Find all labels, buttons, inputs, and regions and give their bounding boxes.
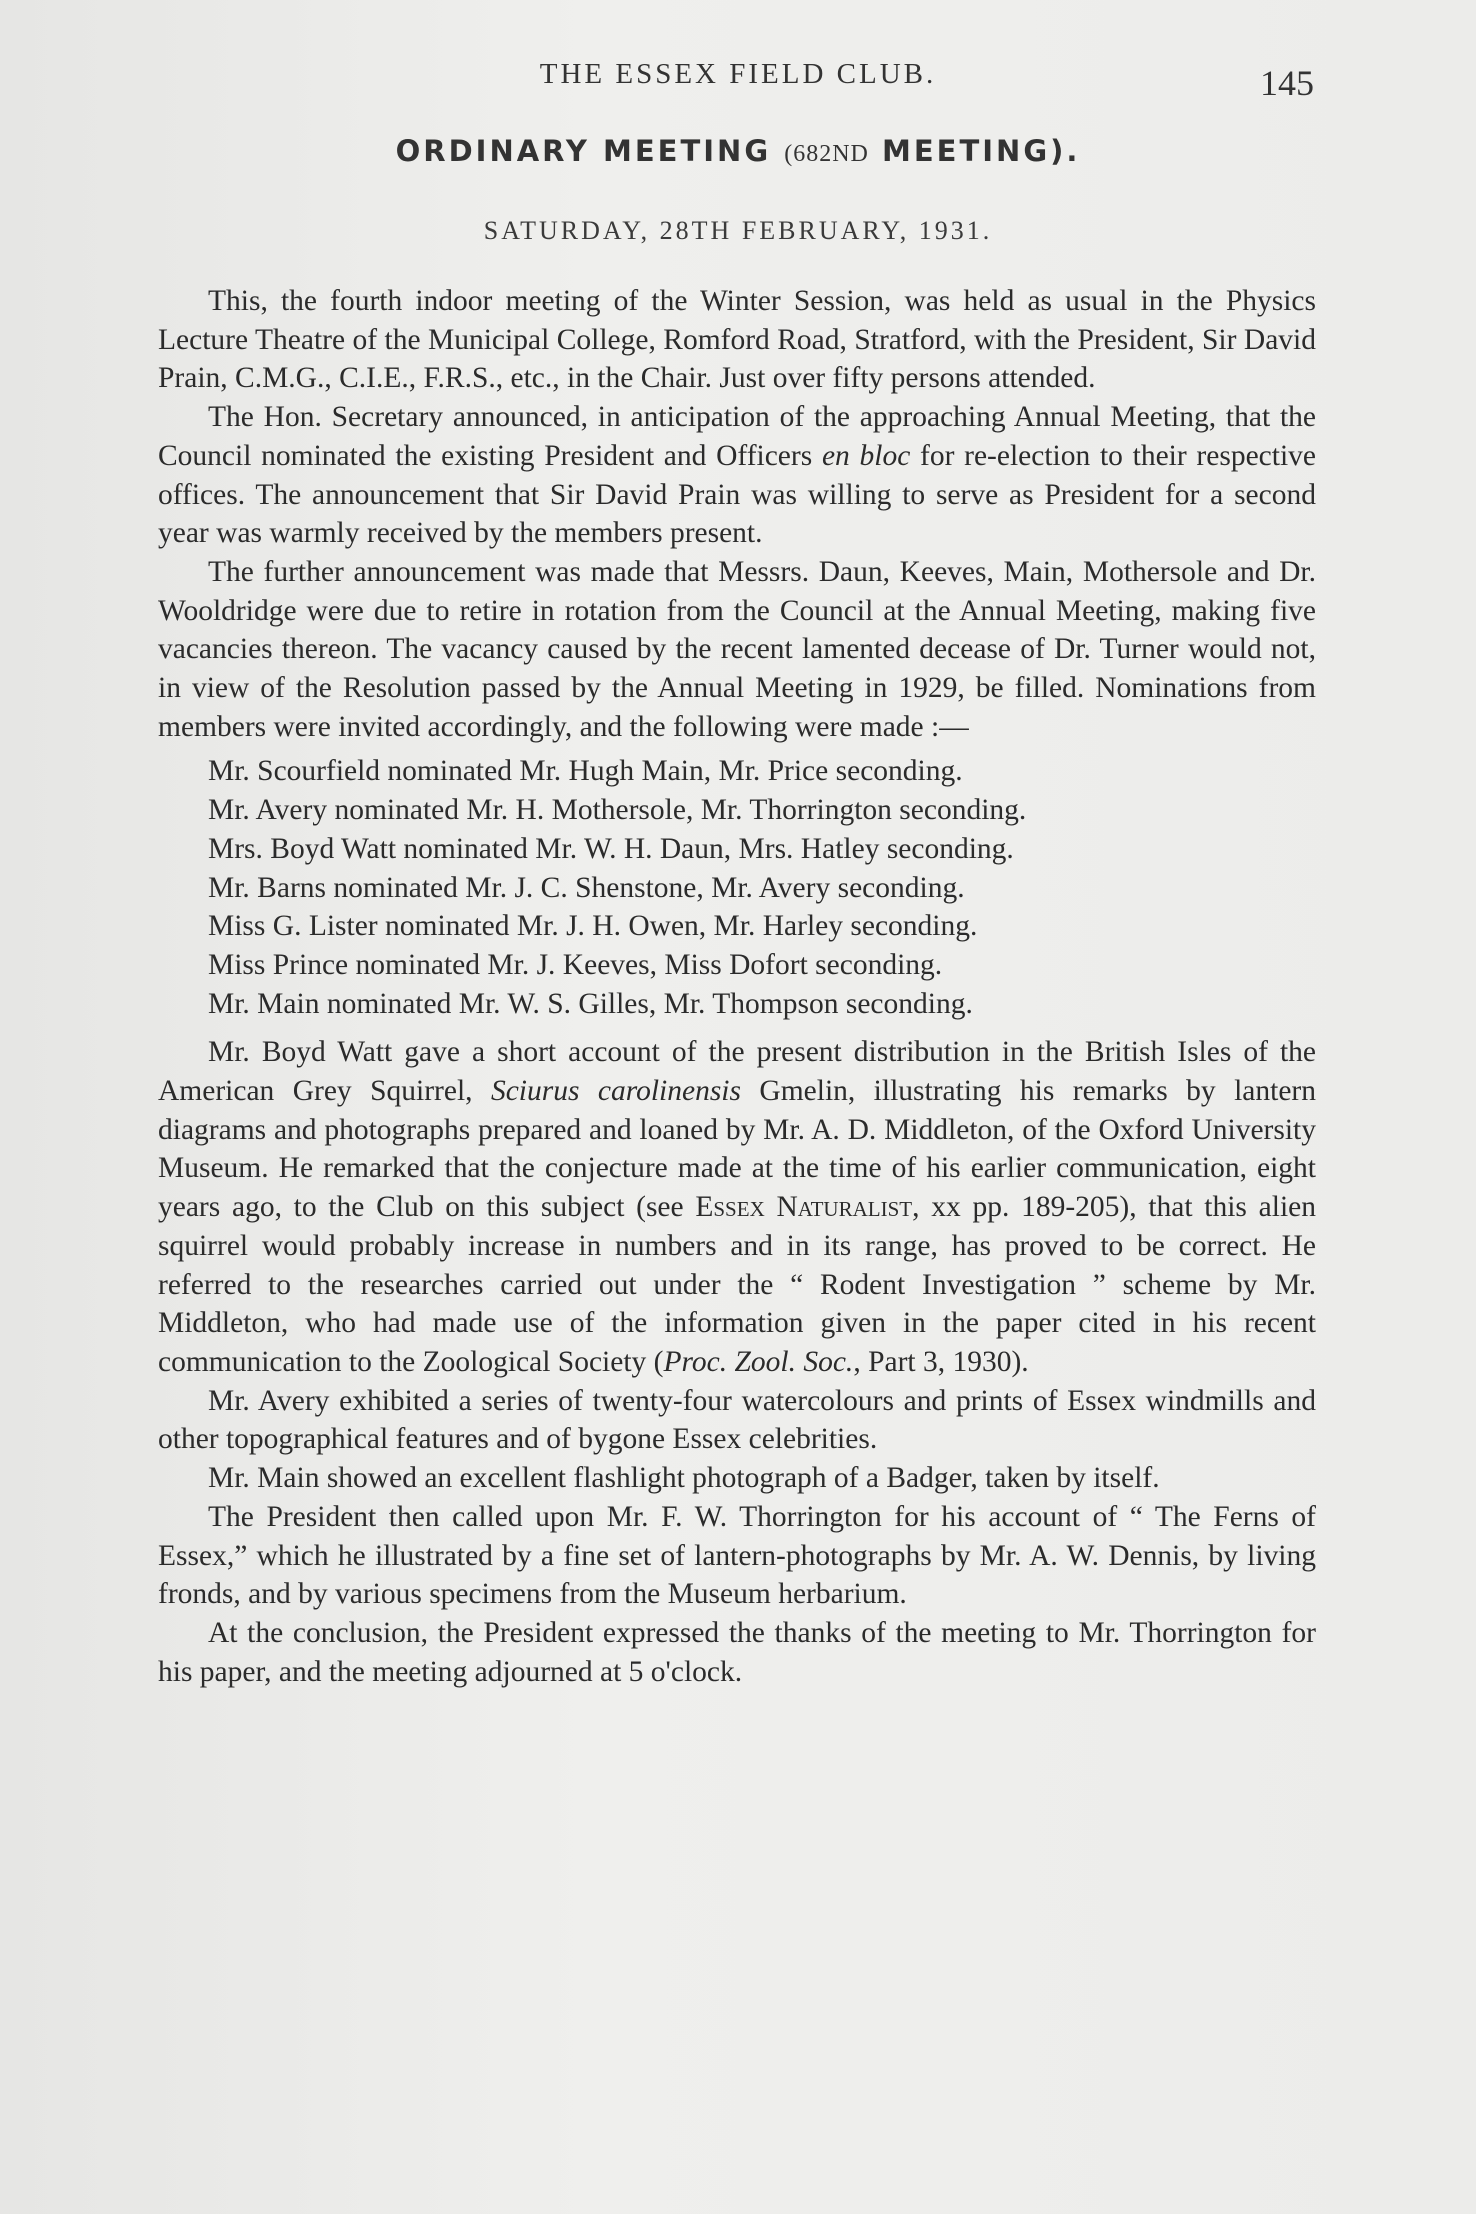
text-run: , xx pp. 189-205), that this alien squirrel would probably increase in numbers and in its range, has proved to be correct. He referred to the researches carried out under the “ Rodent Investigation ” scheme by Mr. Middleton, who had made use of the information given in the paper cited in his recent communication to the Zoological Society (: [158, 1191, 1316, 1378]
paragraph-announcement: The further announcement was made that Messrs. Daun, Keeves, Main, Mothersole and Dr. Wooldridge were due to retire in rotation from the Council at the Annual Meeting, making five vacancies thereon. The vacancy caused by the recent lamented decease of Dr. Turner would not, in view of the Resolution passed by the Annual Meeting in 1929, be filled. Nominations from members were invited accordingly, and the following were made :—: [158, 555, 1316, 743]
paragraph-watercolours: Mr. Avery exhibited a series of twenty-four watercolours and prints of Essex windmills and other topographical features and of bygone Essex celebrities.: [158, 1384, 1316, 1456]
text-run: , Part 3, 1930).: [853, 1345, 1029, 1378]
paragraph-secretary: [158, 398, 1316, 553]
text-run: Gmelin, illustrating his remarks by lantern diagrams and photographs prepared and loaned by Mr. A. D. Middleton, of the Oxford University Museum. He remarked that the conjecture made at the time of his earlier communication, eight years ago, to the Club on this subject (see: [158, 1075, 1317, 1224]
nomination-item: Mr. Main nominated Mr. W. S. Gilles, Mr. Thompson seconding.: [208, 987, 973, 1020]
nomination-item: Mr. Avery nominated Mr. H. Mothersole, Mr. Thorrington seconding.: [208, 794, 1027, 827]
meeting-number: (682ND: [784, 141, 869, 167]
nomination-item: Miss G. Lister nominated Mr. J. H. Owen, Mr. Harley seconding.: [208, 910, 978, 943]
italic-run: Sciurus carolinensis: [490, 1075, 741, 1108]
meeting-title: [0, 134, 1476, 168]
text-run: for re-election to their respective offices. The announcement that Sir David Prain was willing to serve as President for a second year was warmly received by the members present.: [158, 439, 1316, 550]
nomination-item: Mr. Scourfield nominated Mr. Hugh Main, Mr. Price seconding.: [208, 755, 963, 788]
paragraph-conclusion: At the conclusion, the President expressed the thanks of the meeting to Mr. Thorrington for his paper, and the meeting adjourned at 5 o'clock.: [158, 1616, 1316, 1688]
nominations-list: [158, 752, 1316, 1023]
smallcaps-run: Essex Naturalist: [695, 1191, 913, 1224]
text-run: Mr. Boyd Watt gave a short account of the present distribution in the British Isles of the American Grey Squirrel,: [158, 1036, 1316, 1108]
paragraph-opening: This, the fourth indoor meeting of the Winter Session, was held as usual in the Physics Lecture Theatre of the Municipal College, Romford Road, Stratford, with the President, Sir David Prain, C.M.G., C.I.E., F.R.S., etc., in the Chair. Just over fifty persons attended.: [158, 285, 1316, 395]
meeting-date: SATURDAY, 28TH FEBRUARY, 1931.: [483, 216, 993, 245]
nomination-item: Mrs. Boyd Watt nominated Mr. W. H. Daun, Mrs. Hatley seconding.: [208, 832, 1014, 865]
meeting-title-end: MEETING).: [882, 134, 1081, 168]
running-title: THE ESSEX FIELD CLUB.: [539, 58, 937, 90]
nomination-item: Mr. Barns nominated Mr. J. C. Shenstone, Mr. Avery seconding.: [208, 871, 965, 904]
paragraph-badger: Mr. Main showed an excellent flashlight photograph of a Badger, taken by itself.: [208, 1462, 1160, 1495]
paragraph-ferns: The President then called upon Mr. F. W. Thorrington for his account of “ The Ferns of Essex,” which he illustrated by a fine set of lantern-photographs by Mr. A. W. Dennis, by living fronds, and by various specimens from the Museum herbarium.: [158, 1500, 1316, 1611]
italic-run: Proc. Zool. Soc.: [663, 1345, 854, 1378]
paragraph-squirrel: [158, 1033, 1316, 1381]
body-text: [158, 282, 1316, 1691]
nomination-item: Miss Prince nominated Mr. J. Keeves, Miss Dofort seconding.: [208, 948, 943, 981]
text-run: The Hon. Secretary announced, in anticipation of the approaching Annual Meeting, that the Council nominated the existing President and Officers: [158, 401, 1316, 472]
page-number: 145: [1260, 63, 1314, 103]
meeting-title-main: ORDINARY MEETING: [395, 134, 772, 168]
italic-run: en bloc: [821, 439, 911, 472]
